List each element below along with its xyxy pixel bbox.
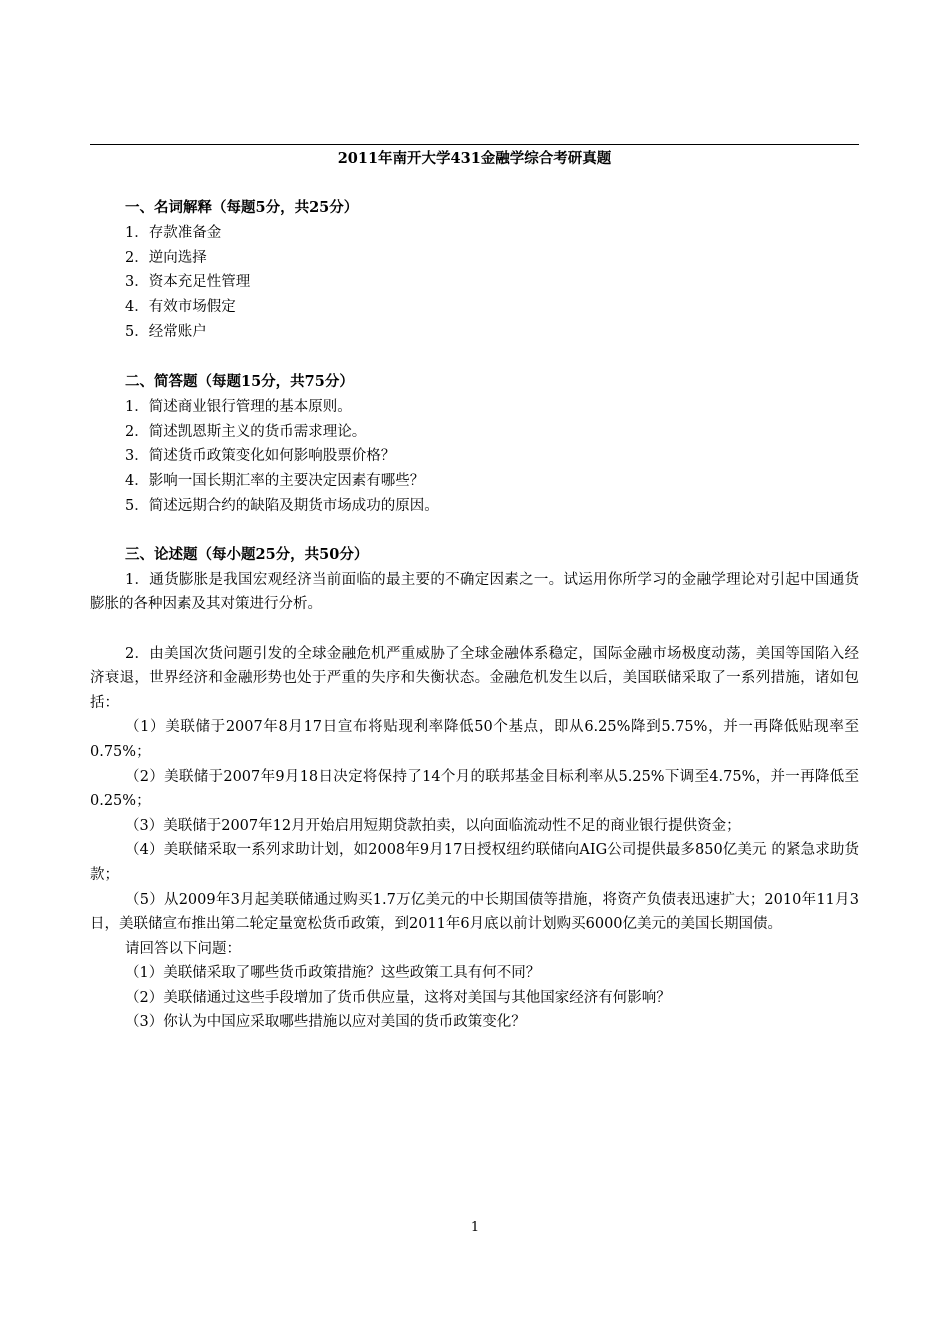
essay-question-2-intro: 2．由美国次货问题引发的全球金融危机严重威胁了全球金融体系稳定，国际金融市场极度动荡，美国等国陷入经济衰退，世界经济和金融形势也处于严重的失序和失衡状态。金融危机发生以后，美国联储采取了一系列措施，诸如包括：	[90, 645, 859, 711]
list-item: 3．资本充足性管理	[125, 274, 251, 291]
section-heading: 三、论述题（每小题25分，共50分）	[125, 546, 369, 563]
list-item: 2．逆向选择	[125, 249, 207, 266]
sub-question: （3）你认为中国应采取哪些措施以应对美国的货币政策变化？	[125, 1014, 526, 1031]
page-title: 2011年南开大学431金融学综合考研真题	[337, 150, 612, 167]
measure-item: （4）美联储采取一系列求助计划，如2008年9月17日授权纽约联储向AIG公司提供最多850亿美元 的紧急求助货款；	[90, 842, 859, 883]
measure-item: （1）美联储于2007年8月17日宣布将贴现利率降低50个基点，即从6.25%降到5.75%，并一再降低贴现率至0.75%；	[90, 719, 859, 760]
section-short-answer	[90, 370, 859, 519]
list-item: 5．经常账户	[125, 323, 207, 340]
measure-item: （5）从2009年3月起美联储通过购买1.7万亿美元的中长期国债等措施，将资产负债表迅速扩大；2010年11月3日，美联储宣布推出第二轮定量宽松货币政策，到2011年6月底以前计划购买6000亿美元的美国长期国债。	[90, 891, 859, 933]
section-definitions	[90, 196, 859, 345]
list-item: 4．有效市场假定	[125, 299, 236, 316]
list-item: 4．影响一国长期汇率的主要决定因素有哪些？	[125, 473, 425, 490]
measure-item: （2）美联储于2007年9月18日决定将保持了14个月的联邦基金目标利率从5.25%下调至4.75%，并一再降低至0.25%；	[90, 768, 859, 810]
answer-prompt: 请回答以下问题：	[125, 940, 241, 957]
list-item: 3．简述货币政策变化如何影响股票价格？	[125, 448, 396, 465]
list-item: 1．简述商业银行管理的基本原则。	[125, 398, 352, 415]
section-heading: 二、简答题（每题15分，共75分）	[125, 373, 354, 390]
header-rule	[90, 144, 859, 145]
section-essay	[90, 543, 859, 1035]
list-item: 2．简述凯恩斯主义的货币需求理论。	[125, 423, 367, 440]
list-item: 5．简述远期合约的缺陷及期货市场成功的原因。	[125, 497, 439, 514]
sub-question: （1）美联储采取了哪些货币政策措施？这些政策工具有何不同？	[125, 965, 541, 982]
page-number: 1	[470, 1220, 480, 1235]
sub-question: （2）美联储通过这些手段增加了货币供应量，这将对美国与其他国家经济有何影响？	[125, 989, 671, 1006]
section-heading: 一、名词解释（每题5分，共25分）	[125, 199, 359, 216]
measure-item: （3）美联储于2007年12月开始启用短期贷款拍卖，以向面临流动性不足的商业银行提供资金；	[125, 817, 741, 834]
essay-question-1: 1．通货膨胀是我国宏观经济当前面临的最主要的不确定因素之一。试运用你所学习的金融学理论对引起中国通货膨胀的各种因素及其对策进行分析。	[90, 571, 859, 613]
list-item: 1．存款准备金	[125, 224, 222, 241]
